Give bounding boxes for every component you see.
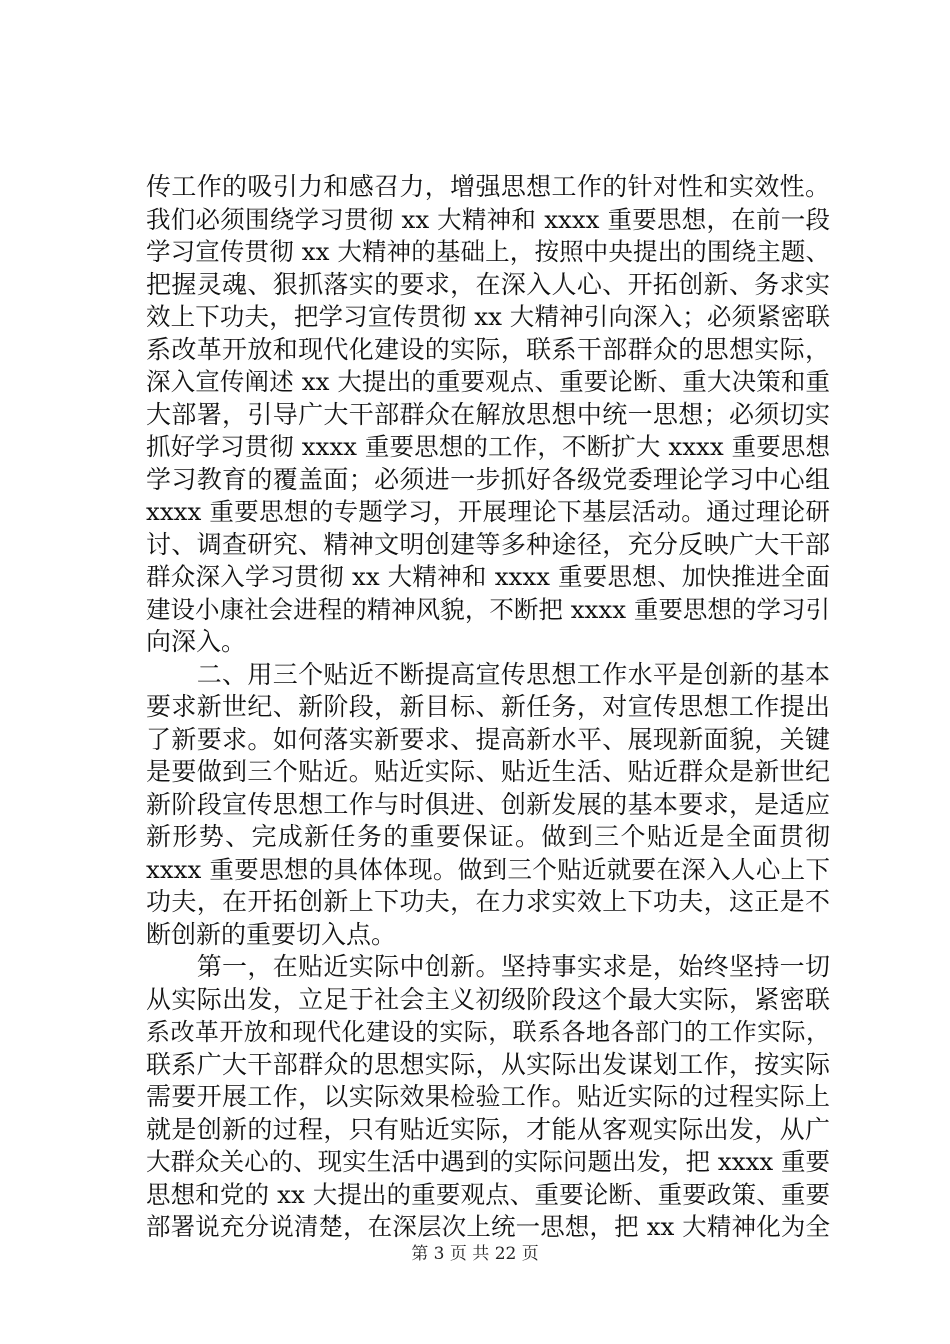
text-line: 二、用三个贴近不断提高宣传思想工作水平是创新的基本: [146, 659, 830, 689]
text-line: 抓好学习贯彻 xxxx 重要思想的工作，不断扩大 xxxx 重要思想: [146, 432, 830, 461]
page-footer: 第 3 页 共 22 页: [411, 1244, 539, 1264]
text-line: 从实际出发，立足于社会主义初级阶段这个最大实际，紧密联: [146, 984, 830, 1014]
text-line: 是要做到三个贴近。贴近实际、贴近生活、贴近群众是新世纪: [146, 757, 830, 786]
text-line: 要求新世纪、新阶段，新目标、新任务，对宣传思想工作提出: [146, 692, 830, 721]
text-line: 讨、调查研究、精神文明创建等多种途径，充分反映广大干部: [146, 529, 830, 559]
text-line: 我们必须围绕学习贯彻 xx 大精神和 xxxx 重要思想，在前一段: [146, 204, 830, 234]
text-line: xxxx 重要思想的具体体现。做到三个贴近就要在深入人心上下: [146, 854, 830, 884]
text-line: 传工作的吸引力和感召力，增强思想工作的针对性和实效性。: [146, 172, 830, 201]
text-line: 功夫，在开拓创新上下功夫，在力求实效上下功夫，这正是不: [146, 887, 830, 916]
text-line: 效上下功夫，把学习宣传贯彻 xx 大精神引向深入；必须紧密联: [146, 302, 830, 331]
text-line: 向深入。: [146, 627, 247, 656]
text-line: 大部署，引导广大干部群众在解放思想中统一思想；必须切实: [146, 399, 830, 429]
text-line: 系改革开放和现代化建设的实际，联系干部群众的思想实际，: [146, 334, 830, 364]
text-line: 深入宣传阐述 xx 大提出的重要观点、重要论断、重大决策和重: [146, 367, 830, 396]
text-line: 新阶段宣传思想工作与时俱进、创新发展的基本要求，是适应: [146, 789, 830, 819]
text-line: 就是创新的过程，只有贴近实际，才能从客观实际出发，从广: [146, 1114, 830, 1144]
text-line: 把握灵魂、狠抓落实的要求，在深入人心、开拓创新、务求实: [146, 269, 830, 299]
text-line: 需要开展工作，以实际效果检验工作。贴近实际的过程实际上: [146, 1082, 830, 1111]
text-line: 了新要求。如何落实新要求、提高新水平、展现新面貌，关键: [146, 724, 830, 754]
text-line: 断创新的重要切入点。: [146, 919, 397, 949]
body-text: [146, 171, 830, 1244]
text-line: 联系广大干部群众的思想实际，从实际出发谋划工作，按实际: [146, 1049, 830, 1079]
text-line: 新形势、完成新任务的重要保证。做到三个贴近是全面贯彻: [146, 822, 830, 851]
text-line: 大群众关心的、现实生活中遇到的实际问题出发，把 xxxx 重要: [146, 1147, 830, 1176]
text-line: 第一，在贴近实际中创新。坚持事实求是，始终坚持一切: [146, 952, 830, 981]
text-line: 学习教育的覆盖面；必须进一步抓好各级党委理论学习中心组: [146, 464, 830, 494]
text-line: 系改革开放和现代化建设的实际，联系各地各部门的工作实际，: [146, 1018, 830, 1046]
text-line: 群众深入学习贯彻 xx 大精神和 xxxx 重要思想、加快推进全面: [146, 562, 830, 591]
text-line: xxxx 重要思想的专题学习，开展理论下基层活动。通过理论研: [146, 497, 830, 526]
text-line: 思想和党的 xx 大提出的重要观点、重要论断、重要政策、重要: [146, 1179, 830, 1209]
text-line: 建设小康社会进程的精神风貌，不断把 xxxx 重要思想的学习引: [146, 594, 830, 624]
text-line: 学习宣传贯彻 xx 大精神的基础上，按照中央提出的围绕主题、: [146, 237, 830, 266]
text-line: 部署说充分说清楚，在深层次上统一思想，把 xx 大精神化为全: [146, 1212, 830, 1241]
